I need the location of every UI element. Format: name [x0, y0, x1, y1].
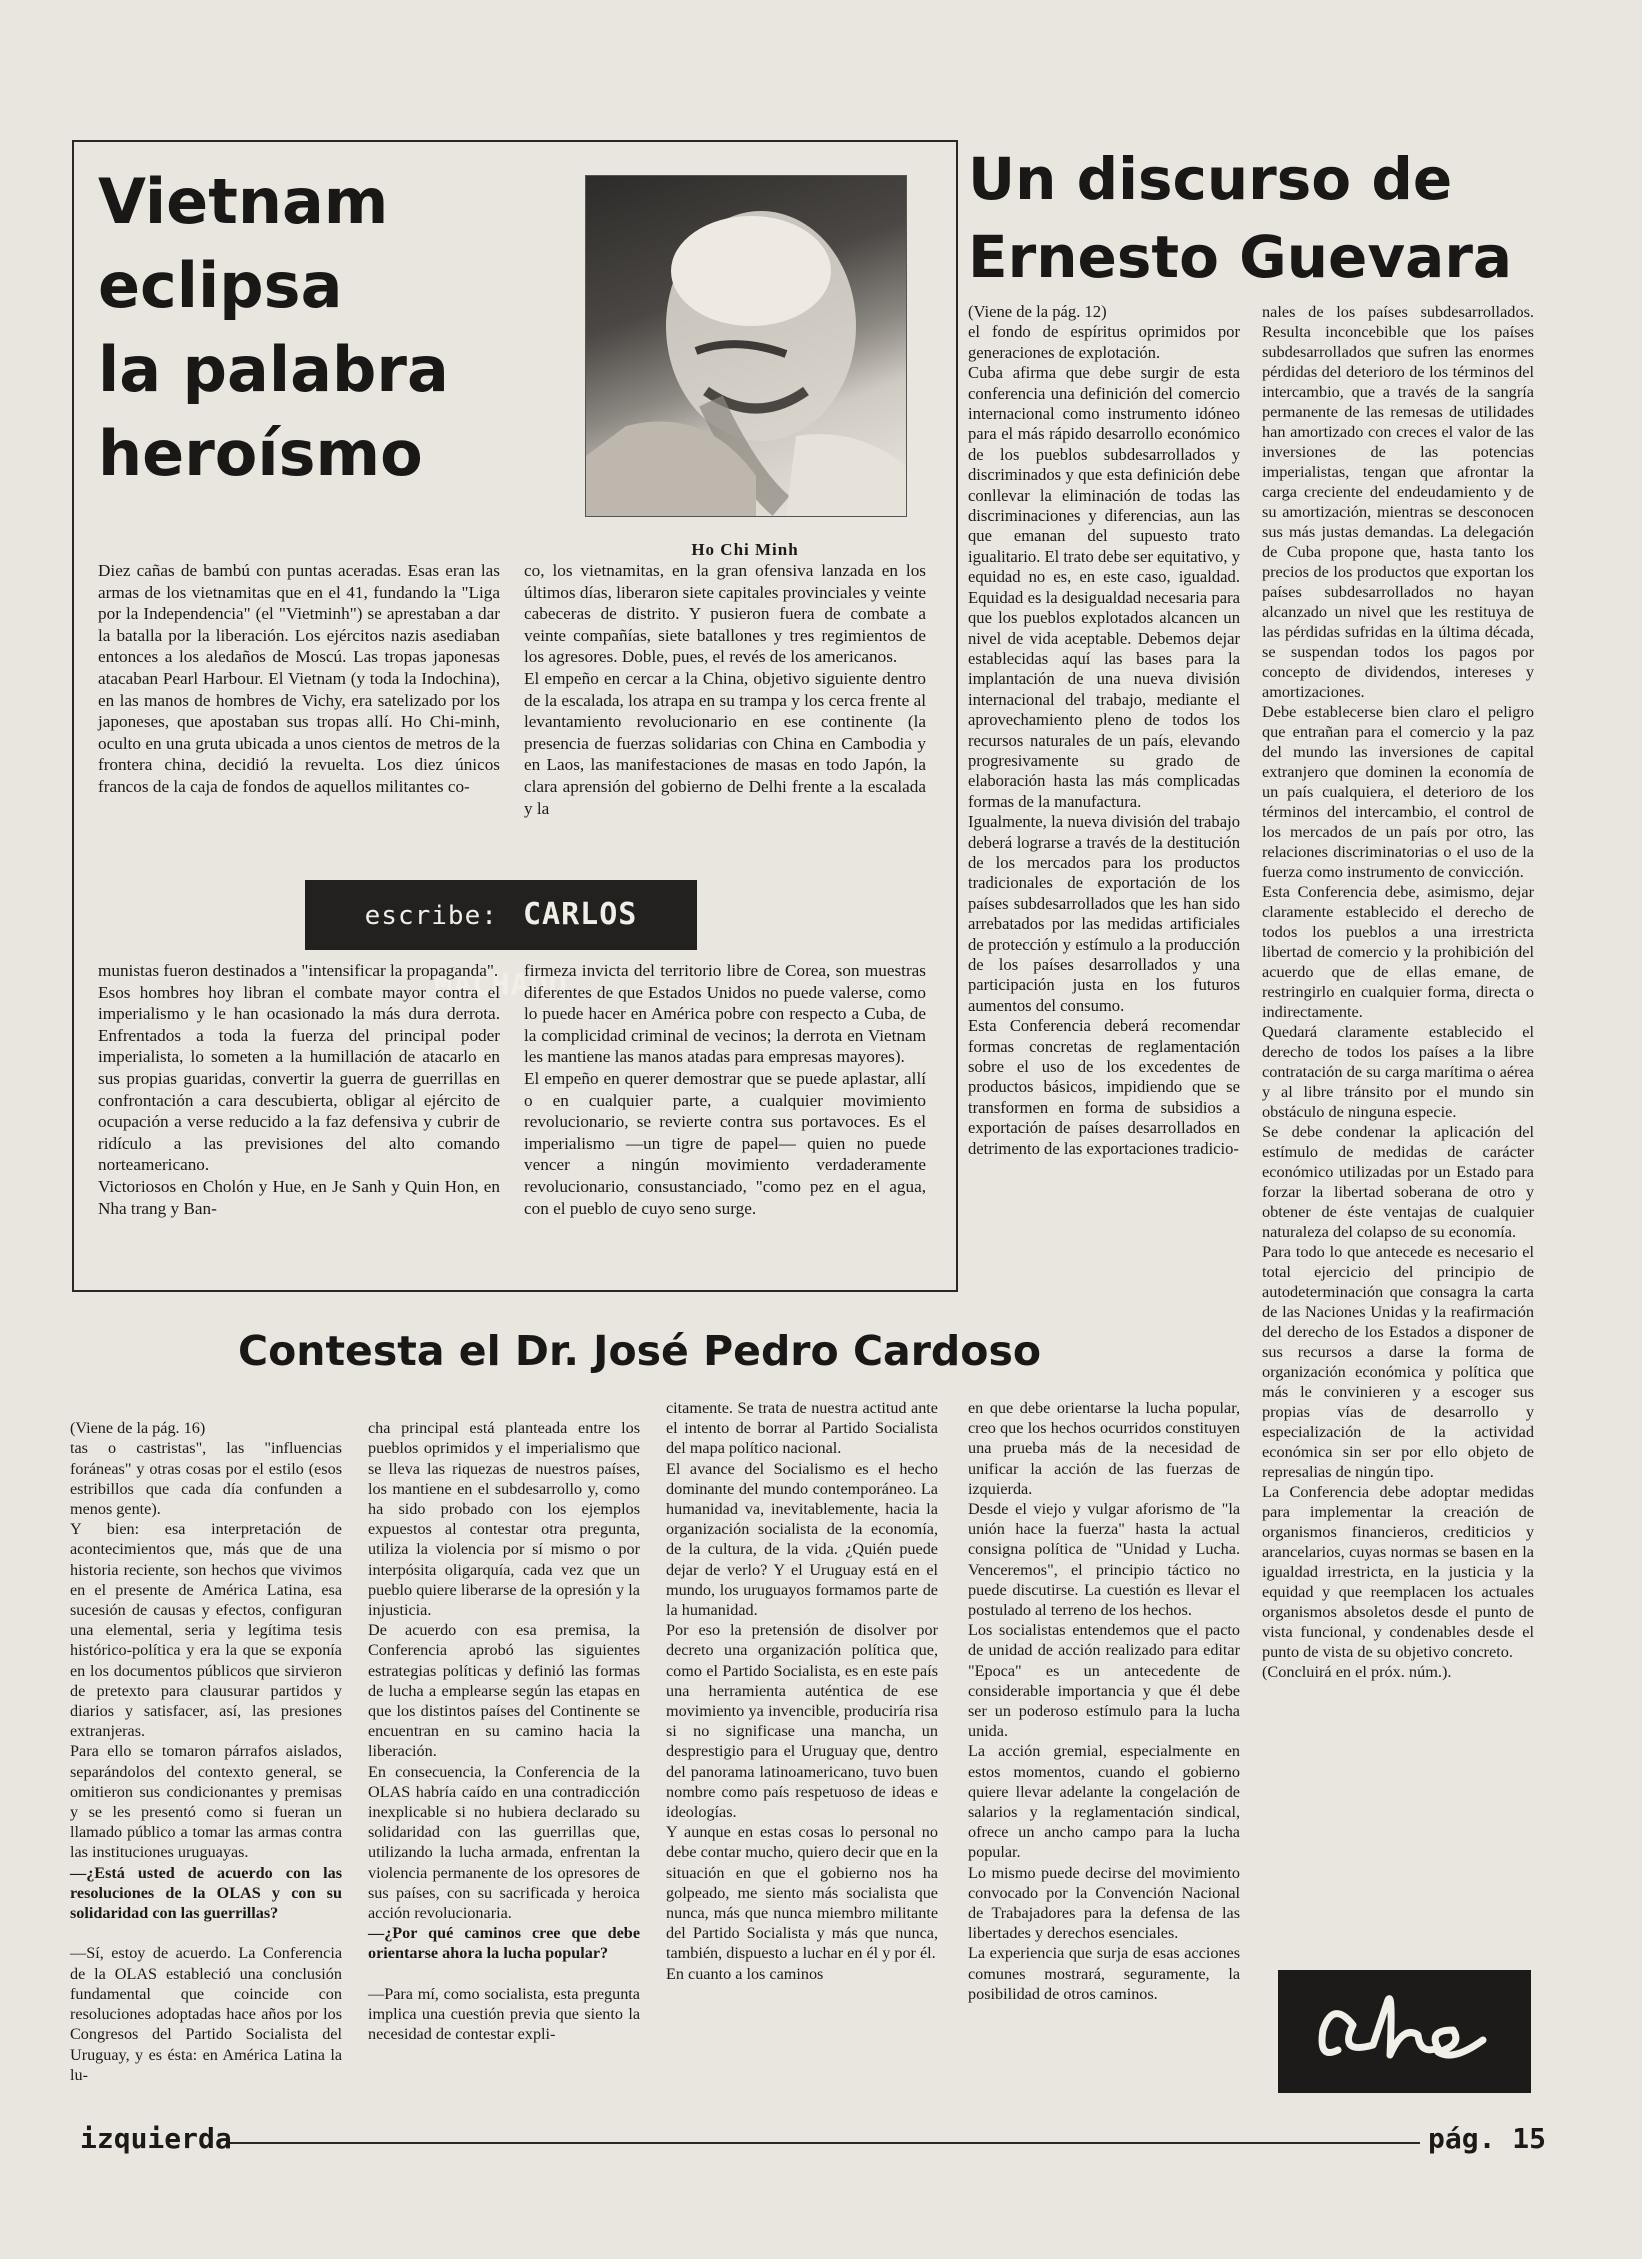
cardoso-column-4: en que debe orientarse la lucha popular, creo que los hechos ocurridos constituyen una prueba más de la necesidad de unificar la acción de las fuerzas de izquierda. Desde el viejo y vulgar aforismo de "la unión hace la fuerza" hasta la actual consigna política de "Unidad y Lucha. Venceremos", el principio táctico no puede discutirse. La cuestión es llevar el postulado al terreno de los hechos. Los socialistas entendemos que el pacto de unidad de acción realizado para editar "Epoca" es un antecedente de considerable importancia y que él debe ser un poderoso estímulo para la lucha unida. La acción gremial, especialmente en estos momentos, cuando el gobierno quiere llevar adelante la congelación de salarios y la reglamentación sindical, ofrece un ancho campo para la lucha popular. Lo mismo puede decirse del movimiento convocado por la Convención Nacional de Trabajadores para la defensa de las libertades y derechos esenciales. La experiencia que surja de esas acciones comunes mostrará, seguramente, la posibilidad de otros caminos. [968, 1399, 1240, 2003]
portrait-illustration [586, 176, 906, 516]
cardoso-question-1: —¿Está usted de acuerdo con las resoluciones de la OLAS y con su solidaridad con las guerrillas? [70, 1863, 342, 1923]
che-logo-ad [1278, 1970, 1531, 2093]
cardoso-col1-text: (Viene de la pág. 16) tas o castristas", las "influencias foráneas" y otras cosas por el estilo (esos estribillos que cada día confunden a menos gente). Y bien: esa interpretación de acontecimientos que, más que de una historia reciente, son hechos que vivimos en el presente de América Latina, esa sucesión de causas y efectos, configuran una elemental, seria y legítima tesis histórico-política y era la que se exponía en los documentos públicos que sirvieron de pretexto para clausurar partidos y diarios y satisfacer, así, las presiones extranjeras. Para ello se tomaron párrafos aislados, separándolos del contexto general, se omitieron sus condicionantes y premisas y se les presentó como si fueran un llamado público a tomar las armas contra las instituciones uruguayas. [70, 1419, 342, 1862]
footer-page-number: pág. 15 [1428, 2122, 1547, 2155]
guevara-headline [968, 140, 1538, 296]
headline-line: la palabra [98, 333, 449, 406]
byline-label: escribe: [364, 901, 498, 931]
vietnam-column-2-bottom: firmeza invicta del territorio libre de Corea, son muestras diferentes de que Estados Unidos no puede valerse, como lo puede hacer en América pobre con respecto a Cuba, de la complicidad criminal de vecinos; la derrota en Vietnam les mantiene las manos atadas para empresas mayores). El empeño en querer demostrar que se puede aplastar, allí o en cualquier parte, a cualquier movimiento revolucionario, se revierte contra sus portavoces. Es el imperialismo —un tigre de papel— quien no puede vencer a ningún movimiento verdaderamente revolucionario, consustanciado, "como pez en el agua, con el pueblo de cuyo seno surge. [524, 961, 926, 1218]
cardoso-col2-text: cha principal está planteada entre los pueblos oprimidos y el imperialismo que se lleva las riquezas de nuestros países, los mantiene en el subdesarrollo y, como ha sido probado con los ejemplos expuestos al contestar otra pregunta, utiliza la violencia por sí mismo o por interpósita oligarquía, cada vez que un pueblo quiere liberarse de la opresión y la injusticia. De acuerdo con esa premisa, la Conferencia aprobó las siguientes estrategias políticas y definió las formas de lucha a emplearse según las etapas en que los distintos países del Continente se encuentran en su camino hacia la liberación. En consecuencia, la Conferencia de la OLAS habría caído en una contradicción inexplicable si no hubiera declarado su solidaridad con las guerrillas que, utilizando la lucha armada, enfrentan la violencia permanente de los opresores de sus países, con su sacrificada y heroica acción revolucionaria. [368, 1419, 640, 1923]
headline-line: Vietnam [98, 165, 389, 238]
footer-rule [230, 2142, 1420, 2144]
guevara-column-2: nales de los países subdesarrollados. Resulta inconcebible que los países subdesarrollados que sufren las enormes pérdidas del deterioro de los términos del intercambio, que a través de la sangría permanente de las remesas de utilidades han amortizado con creces el valor de las inversiones de las potencias imperialistas, tengan que afrontar la carga creciente del endeudamiento y de su amortización, mientras se desconocen sus más justas demandas. La delegación de Cuba propone que, hasta tanto los precios de los productos que exportan los países subdesarrollados no hayan alcanzado un nivel que les restituya de las pérdidas sufridas en la última década, se suspendan todos los pagos por concepto de dividendos, intereses y amortizaciones. Debe establecerse bien claro el peligro que entrañan para el comercio y la paz del mundo las inversiones de capital extranjero que dominen la economía de un país cualquiera, el deterioro de los términos del intercambio, el control de los mercados de un país por otro, las relaciones discriminatorias o el uso de la fuerza como instrumento de convicción. Esta Conferencia debe, asimismo, dejar claramente establecido el derecho de todos los pueblos a una irrestricta libertad de comercio y la prohibición del acuerdo que de ellas emane, de restringirlo en cualquier forma, directa o indirectamente. Quedará claramente establecido el derecho de todos los países a la libre contratación de su carga marítima o aérea y al libre tránsito por el mundo sin obstáculo de ninguna especie. Se debe condenar la aplicación del estímulo de medidas de carácter económico utilizadas por un Estado para forzar la libertad soberana de otro y obtener de éste ventajas de cualquier naturaleza del colapso de su economía. Para todo lo que antecede es necesario el total ejercicio del principio de autodeterminación que consagra la carta de las Naciones Unidas y la reafirmación del derecho de los Estados a disponer de sus recursos a darse la forma de organización económica y política que más le convinieren y a escoger sus propias vías de desarrollo y especialización de la actividad económica sin ser por ello objeto de represalias de ningún tipo. La Conferencia debe adoptar medidas para implementar la creación de organismos financieros, crediticios y arancelarios, cuyas normas se basen en la igualdad irrestricta, en la justicia y la equidad y que reemplacen los actuales organismos absoletos desde el punto de vista funcional, y condenables desde el punto de vista de su objetivo concreto. (Concluirá en el próx. núm.). [1262, 302, 1534, 1681]
cardoso-column-1 [70, 1398, 342, 2085]
footer-publication-name: izquierda [80, 2122, 232, 2155]
vietnam-column-1-top: Diez cañas de bambú con puntas aceradas. Esas eran las armas de los vietnamitas que en el 41, fundando la "Liga por la Independencia" (el "Vietminh") se aprestaban a dar la batalla por la liberación. Los ejércitos nazis asediaban entonces a los aledaños de Moscú. Las tropas japonesas atacaban Pearl Harbour. El Vietnam (y toda la Indochina), en las manos de hombres de Vichy, era satelizado por los japoneses, que apostaban sus tropas allí. Ho Chi-minh, oculto en una gruta ubicada a unos cientos de metros de la frontera china, decidió la revuelta. Los diez únicos francos de la caja de fondos de aquellos militantes co- [98, 561, 500, 796]
cardoso-question-2: —¿Por qué caminos cree que debe orientarse ahora la lucha popular? [368, 1924, 640, 1963]
cardoso-column-2 [368, 1398, 640, 2045]
vietnam-column-2-top: co, los vietnamitas, en la gran ofensiva lanzada en los últimos días, liberaron siete capitales provinciales y veinte cabeceras de distrito. Y pusieron fuera de combate a veinte compañías, siete batallones y tres regimientos de los agresores. Doble, pues, el revés de los americanos. El empeño en cercar a la China, objetivo siguiente dentro de la escalada, los atrapa en su trampa y los cerca frente al levantamiento revolucionario en ese continente (la presencia de fuerzas solidarias con China en Cambodia y en Laos, las manifestaciones de masas en todo Japón, la clara aprensión del gobierno de Delhi frente a la escalada y la [524, 561, 926, 818]
guevara-column-1: (Viene de la pág. 12) el fondo de espíritus oprimidos por generaciones de explotación. Cuba afirma que debe surgir de esta conferencia una definición del comercio internacional como instrumento idóneo para el más rápido desarrollo económico de los pueblos subdesarrollados y discriminados y que esta definición debe conllevar la eliminación de todas las discriminaciones y diferencias, aun las que emanan del supuesto trato igualitario. El trato debe ser equitativo, y equidad no es, en este caso, igualdad. Equidad es la desigualdad necesaria para que los pueblos explotados alcancen un nivel de vida aceptable. Debemos dejar establecidas aquí las bases para la implantación de una nueva división internacional del trabajo, mediante el aprovechamiento pleno de todos los recursos naturales de un país, elevando progresivamente su grado de elaboración hasta las más complicadas formas de la manufactura. Igualmente, la nueva división del trabajo deberá lograrse a través de la destitución de los mercados para los productos tradicionales de exportación de los países subdesarrollados que les han sido arrebatados por las medidas artificiales de protección y estímulo a la producción de los países desarrollados y una participación justa en los futuros aumentos del consumo. Esta Conferencia deberá recomendar formas concretas de reglamentación sobre el uso de los excedentes de productos básicos, impidiendo que se transformen en forma de subsidios a exportación de países desarrollados en detrimento de las exportaciones tradicio- [968, 302, 1240, 1158]
vietnam-headline [98, 160, 568, 496]
cardoso-col2-end: —Para mí, como socialista, esta pregunta implica una cuestión previa que siento la necesidad de contestar expli- [368, 1984, 640, 2044]
ho-chi-minh-photo [585, 175, 907, 517]
cardoso-col1-end: —Sí, estoy de acuerdo. La Conferencia de la OLAS estableció una conclusión fundamental que coincide con resoluciones adoptadas hace años por los Congresos del Partido Socialista del Uruguay, y es ésta: en América Latina la lu- [70, 1944, 342, 2084]
cardoso-headline: Contesta el Dr. José Pedro Cardoso [238, 1327, 1042, 1375]
photo-caption: Ho Chi Minh [691, 540, 799, 559]
vietnam-column-1-bottom: munistas fueron destinados a "intensificar la propaganda". Esos hombres hoy libran el combate mayor contra el imperialismo y le han ocasionado la más dura derrota. Enfrentados a toda la fuerza del principal poder imperialista, lo someten a la humillación de atacarlo en sus propias guaridas, convertir la guerra de guerrillas en confrontación a cara descubierta, obligar al ejército de ocupación a verse reducido a la faz defensiva y cubrir de ridículo a las previsiones del alto comando norteamericano. Victoriosos en Cholón y Hue, en Je Sanh y Quin Hon, en Nha trang y Ban- [98, 961, 500, 1218]
headline-line: eclipsa [98, 249, 343, 322]
byline-author: CARLOS MACHADO [434, 897, 638, 1003]
headline-line: Un discurso de [968, 145, 1453, 213]
che-signature-logo [1278, 1970, 1531, 2093]
byline-banner [305, 880, 697, 1003]
headline-line: heroísmo [98, 417, 423, 490]
headline-line: Ernesto Guevara [968, 223, 1513, 291]
cardoso-column-3: citamente. Se trata de nuestra actitud ante el intento de borrar al Partido Socialista del mapa político nacional. El avance del Socialismo es el hecho dominante del mundo contemporáneo. La humanidad va, inevitablemente, hacia la organización socialista de la economía, de la cultura, de la vida. ¿Quién puede dejar de verlo? Y el Uruguay está en el mundo, los uruguayos formamos parte de la humanidad. Por eso la pretensión de disolver por decreto una organización política que, como el Partido Socialista, es en este país una herramienta auténtica de ese movimiento ya invencible, produciría risa si no significase una mancha, un desprestigio para el Uruguay que, dentro del panorama latinoamericano, tuvo buen nombre como país respetuoso de ideas e ideologías. Y aunque en estas cosas lo personal no debe contar mucho, quiero decir que en la situación en que el gobierno nos ha golpeado, me siento más socialista que nunca, más que nunca miembro militante del Partido Socialista y más que nunca, también, dispuesto a luchar en él y por él. En cuanto a los caminos [666, 1399, 938, 1983]
